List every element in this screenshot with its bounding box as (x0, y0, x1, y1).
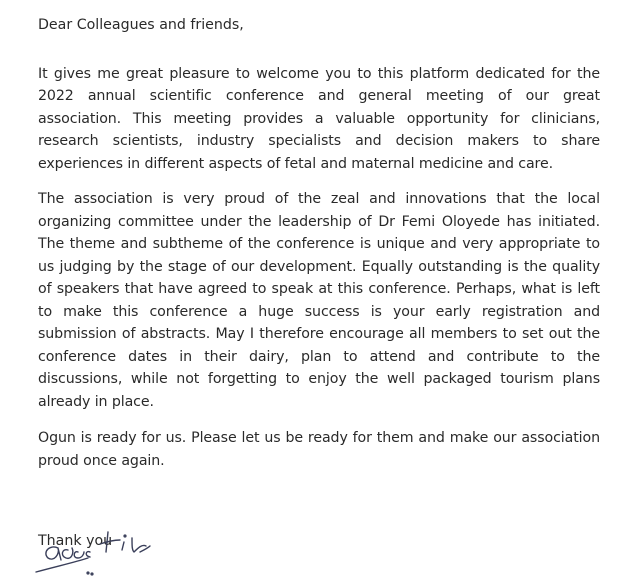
salutation: Dear Colleagues and friends, (38, 17, 244, 33)
closing: Thank you (38, 533, 113, 549)
handwritten-signature (28, 522, 198, 577)
paragraph-ogun: Ogun is ready for us. Please let us be ready for them and make our association proud once again. (38, 430, 600, 469)
letter-body (38, 0, 600, 553)
paragraph-welcome: It gives me great pleasure to welcome you to this platform dedicated for the 2022 annual scientific conference and general meeting of our great association. This meeting provides a valuable opportunity for clinicians, research scientists, industry specialists and decision makers to share experiences in different aspects of fetal and maternal medicine and care. (38, 65, 600, 172)
paragraph-association: The association is very proud of the zeal and innovations that the local organizing committee under the leadership of Dr Femi Oloyede has initiated. The theme and subtheme of the conference is unique and very appropriate to us judging by the stage of our development. Equally outstanding is the quality of speakers that have agreed to speak at this conference. Perhaps, what is left to make this conference a huge success is your early registration and submission of abstracts. May I therefore encourage all members to set out the conference dates in their dairy, plan to attend and contribute to the discussions, while not forgetting to enjoy the well packaged tourism plans already in place. (38, 191, 600, 410)
